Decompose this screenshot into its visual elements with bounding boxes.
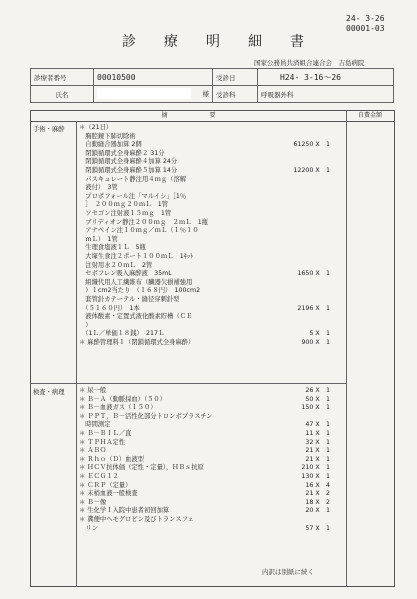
line-item-amount: 18 X 2: [305, 498, 330, 506]
line-item-text: アナペイン注１０ｍｇ／ｍＬ（１％１０: [79, 227, 199, 235]
line-item-text: ＊ Ｂ－像: [79, 498, 107, 506]
section-label: 検査・病理: [33, 389, 65, 396]
line-item-amount: 150 X 1: [301, 404, 330, 412]
patient-info-table: [30, 68, 394, 103]
section-separator: [31, 383, 346, 384]
line-item-text: 閉鎖循環式全身麻酔２ 31分: [79, 149, 165, 157]
line-item-text: 大塚生食注２ポート１００ｍＬ 1ｷｯﾄ: [79, 253, 194, 260]
line-item-text: （1Ｌ／単価１８銭） 217Ｌ: [79, 330, 165, 338]
line-item-amount: 21 X 1: [305, 455, 330, 463]
itemized-table: [30, 110, 395, 587]
date-code: 24- 3-26: [346, 14, 385, 23]
line-item-text: ＊ Ｂ－ＢＩＬ／直: [79, 430, 132, 437]
line-item-text: ）１cm2当たり （１６８円） 100cm2: [79, 287, 201, 295]
line-item-text: ブリディオン静注２００ｍｇ ２ｍＬ 1瓶: [79, 218, 209, 226]
line-item-amount: 26 X 1: [305, 387, 330, 394]
line-item-text: ］ ２００ｍｇ２０ｍＬ 1管: [79, 201, 169, 209]
line-item-text: 生理食塩液１Ｌ 5瓶: [79, 244, 146, 252]
section-divider: [76, 121, 77, 586]
line-item-text: 閉鎖循環式全身麻酔４加算 24分: [79, 158, 178, 166]
dept-label: 受診科: [213, 86, 258, 103]
line-item-amount: 21 X 2: [305, 490, 330, 498]
document-title: 診療明細書: [122, 34, 332, 50]
line-item-text: 自動縫合器加算 2個: [79, 141, 142, 149]
line-item-text: ＊ ＴＰＨＡ定性: [79, 438, 126, 446]
line-item-text: パスキュレート静注用４ｍｇ（溶解: [79, 175, 187, 183]
line-item-text: ソセゴン注射液１５ｍｇ 1管: [79, 210, 172, 217]
line-item-text: ＊ 糞便中ヘモグロビン及びトランスフェ: [79, 516, 194, 523]
line-item-text: ＊（21日）: [79, 124, 113, 131]
line-item-amount: 12200 X 1: [293, 167, 330, 174]
line-item-text: ＊ ＨＣＶ抗体価（定性・定量），ＨＢｓ抗原: [79, 464, 204, 472]
line-item-amount: 1650 X 1: [297, 270, 330, 278]
line-item-text: 閉鎖循環式全身麻酔５加算 14分: [79, 167, 178, 174]
section-label: 手術・麻酔: [33, 126, 65, 133]
line-item-amount: 130 X 1: [301, 473, 330, 480]
line-item-text: 套管針カテーテル・縫径穿刺針型: [79, 296, 180, 303]
line-item-amount: 2196 X 1: [297, 304, 330, 312]
line-item-amount: 11 X 1: [305, 430, 330, 437]
line-item-amount: 16 X 4: [305, 481, 330, 489]
line-item-text: 時間測定: [79, 421, 111, 429]
line-item-text: ＊ 末梢血液一般検査: [79, 490, 138, 498]
line-item-text: ＊ Ｂ－血液ガス（１５０）: [79, 404, 157, 412]
line-item-text: 胸腔鏡下肺切除術: [79, 132, 136, 140]
line-item-text: ｍＬ） 1管: [79, 235, 118, 243]
line-item-amount: 32 X 1: [305, 438, 330, 446]
visit-date-label: 受診日: [213, 69, 258, 86]
line-item-text: ＊ 麻酔管理料１（閉鎖循環式全身麻酔）: [79, 339, 195, 346]
name-label: 氏名: [31, 86, 94, 103]
line-item-text: ＊ 生化学Ｉ入院中患者初回加算: [79, 507, 170, 515]
line-item-text: セボフレン吸入麻酔液 35mL: [79, 270, 172, 278]
line-item-text: ＊ Ｂ－Ａ（動脈採血）（５０）: [79, 395, 167, 403]
payment-column-header: 自費金額: [346, 111, 394, 122]
patient-no-label: 診療者番号: [31, 69, 94, 86]
patient-name-cell: [94, 86, 213, 103]
redacted-name: [97, 88, 191, 99]
line-item-amount: 900 X 1: [301, 339, 330, 346]
line-item-amount: 20 X 1: [305, 507, 330, 515]
line-item-text: ＊ ＥＣＧ１２: [79, 473, 119, 480]
item-column-header: 摘 要: [31, 111, 346, 122]
line-item-text: 注射用水２０ｍＬ 2管: [79, 261, 153, 269]
line-item-amount: 210 X 1: [301, 464, 330, 472]
line-item-text: リン: [79, 524, 98, 532]
line-item-text: 組織代用人工繊維布（臓器欠損補強用: [79, 278, 193, 286]
visit-date: H24- 3-16～26: [258, 69, 394, 86]
department: 呼吸器外科: [258, 86, 394, 103]
name-suffix: 様: [202, 90, 209, 98]
line-item-text: ＊ ＰＰＴ，Ｂ－活性化部分トロンボプラスチン: [79, 412, 213, 420]
line-item-text: ）: [79, 321, 92, 329]
line-item-text: ＊ ＡＢＯ: [79, 447, 107, 455]
line-item-text: ＊ Ｒｈｏ（Ｄ）血液型: [79, 455, 144, 463]
line-item-text: ＊ ＣＲＰ（定量）: [79, 481, 132, 489]
line-item-amount: 5 X 1: [309, 330, 330, 338]
line-item-text: 液体酸素・定置式液化酸素貯槽（ＣＥ: [79, 313, 193, 321]
document-code: 00001-03: [346, 24, 385, 33]
organization-name: 国家公務員共済組合連合会 吉島病院: [254, 59, 365, 67]
payment-divider: [346, 111, 347, 586]
continued-note: 内訳は別紙に続く: [262, 568, 314, 576]
line-item-text: ＊ 尿一般: [79, 387, 107, 394]
line-item-amount: 61250 X 1: [293, 141, 330, 149]
line-item-amount: 57 X 1: [305, 524, 330, 532]
line-item-text: 液付） 3管: [79, 184, 118, 192]
line-item-amount: 21 X 1: [305, 447, 330, 455]
patient-no: 00010500: [94, 69, 213, 86]
line-item-text: プロポフォール注「マルイシ」［1％: [79, 192, 187, 200]
line-item-amount: 50 X 1: [305, 395, 330, 403]
line-item-amount: 47 X 1: [305, 421, 330, 429]
line-item-text: （５１６０円） 1本: [79, 304, 140, 312]
